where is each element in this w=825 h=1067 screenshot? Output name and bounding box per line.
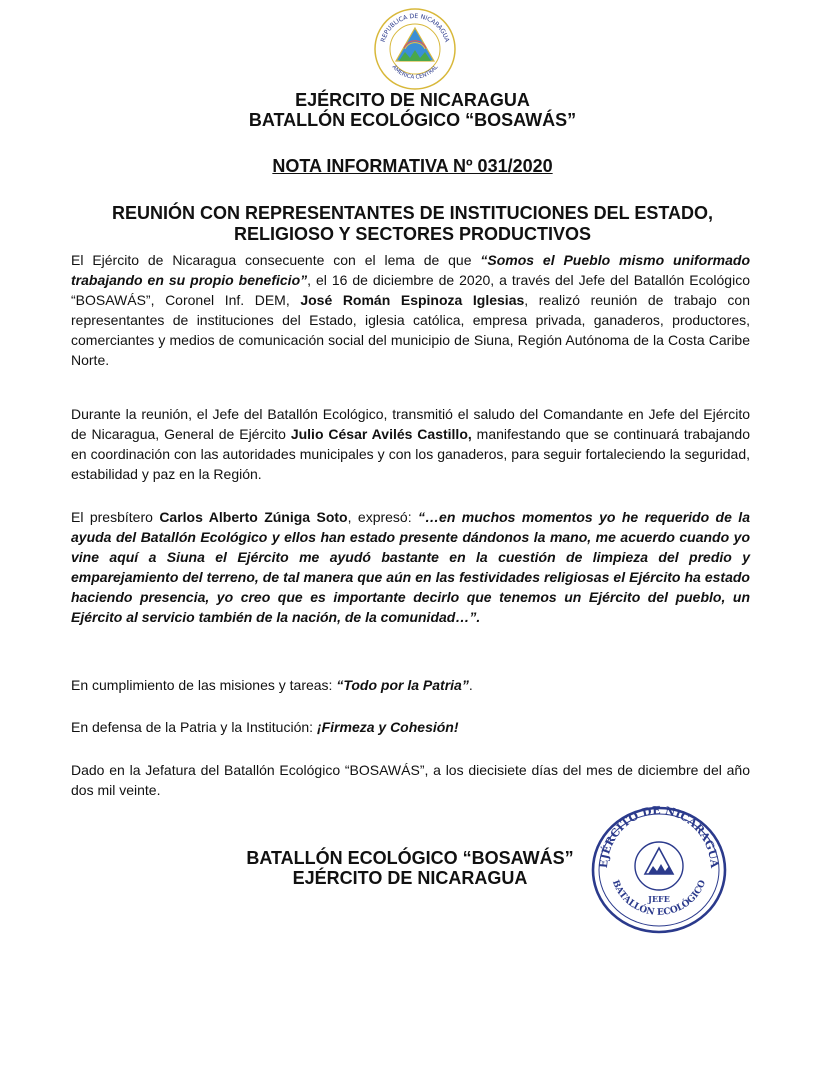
p4-motto: “Todo por la Patria” (336, 677, 469, 693)
official-stamp-seal-icon (585, 804, 733, 934)
p1-text-a: El Ejército de Nicaragua consecuente con el lema de que (71, 252, 481, 268)
p2-text-a: Durante la reunión, el Jefe del Batallón Ecológico, transmitió el saludo del Comandante en Jefe del Ejército de Nicaragua, General de Ejército (71, 406, 750, 442)
coat-of-arms-seal-icon (372, 6, 458, 92)
p1-text-c: , realizó reunión de trabajo con representantes de instituciones del Estado, iglesia católica, empresa privada, ganaderos, productores, comerciantes y medios de comunicación social del municipio de Siuna, Región Autónoma de la Costa Caribe Norte. (71, 292, 751, 368)
p2-general-name: Julio César Avilés Castillo, (290, 426, 472, 442)
signature-institution: EJÉRCITO DE NICARAGUA (292, 868, 528, 888)
p3-priest-name: Carlos Alberto Zúniga Soto (159, 509, 348, 525)
p2-text-b: manifestando que se continuará trabajando en coordinación con las autoridades municipales y con los ganaderos, para seguir fortaleciendo la seguridad, estabilidad y paz en la Región. (71, 426, 750, 482)
paragraph-intro (71, 250, 750, 370)
p1-motto: “Somos el Pueblo mismo uniformado trabajando en su propio beneficio” (71, 252, 750, 288)
p4-text-b: . (468, 677, 473, 693)
p5-motto: ¡Firmeza y Cohesión! (316, 719, 459, 735)
p3-quote: “…en muchos momentos yo he requerido de la ayuda del Batallón Ecológico y ellos han estado presente dándonos la mano, me acuerdo cuando yo vine aquí a Siuna el Ejército me ayudó bastante en la cuestión de limpieza del predio y emparejamiento del terreno, de tal manera que aún en las festividades religiosas el Ejército ha estado haciendo presencia, yo creo que es importante decirlo que tenemos un Ejército del pueblo, un Ejército al servicio también de la nación, de la comunidad…”. (71, 509, 750, 625)
svg-text:EJÉRCITO DE NICARAGUA (597, 804, 721, 869)
paragraph-missions (71, 675, 750, 695)
p3-text-a: El presbítero (71, 509, 160, 525)
paragraph-closing: Dado en la Jefatura del Batallón Ecológico “BOSAWÁS”, a los diecisiete días del mes de diciembre del año dos mil veinte. (71, 762, 750, 798)
document-title-line1: REUNIÓN CON REPRESENTANTES DE INSTITUCIONES DEL ESTADO, (111, 203, 714, 223)
document-title-line2: RELIGIOSO Y SECTORES PRODUCTIVOS (233, 224, 592, 244)
p4-text-a: En cumplimiento de las misiones y tareas: (71, 677, 337, 693)
signature-battalion: BATALLÓN ECOLÓGICO “BOSAWÁS” (246, 848, 574, 868)
p1-commander-name: José Román Espinoza Iglesias (300, 292, 525, 308)
stamp-lower-text: BATALLÓN ECOLÓGICO (609, 878, 709, 918)
p5-text-a: En defensa de la Patria y la Institución: (71, 719, 317, 735)
paragraph-meeting (71, 404, 750, 484)
nota-informativa-number: NOTA INFORMATIVA Nº 031/2020 (272, 156, 553, 176)
seal-top-lower-text: AMERICA CENTRAL (390, 64, 440, 81)
header-institution: EJÉRCITO DE NICARAGUA (295, 90, 530, 110)
stamp-center-text: JEFE (648, 894, 670, 904)
header-battalion: BATALLÓN ECOLÓGICO “BOSAWÁS” (248, 110, 577, 130)
seal-top-upper-text: REPUBLICA DE NICARAGUA (379, 12, 451, 44)
p1-text-b: , el 16 de diciembre de 2020, a través del Jefe del Batallón Ecológico “BOSAWÁS”, Coronel Inf. DEM, (71, 272, 750, 308)
stamp-upper-text: EJÉRCITO DE NICARAGUA (596, 804, 722, 869)
paragraph-defense (71, 717, 750, 737)
paragraph-priest-quote (71, 507, 750, 627)
p3-text-b: , expresó: (347, 509, 419, 525)
